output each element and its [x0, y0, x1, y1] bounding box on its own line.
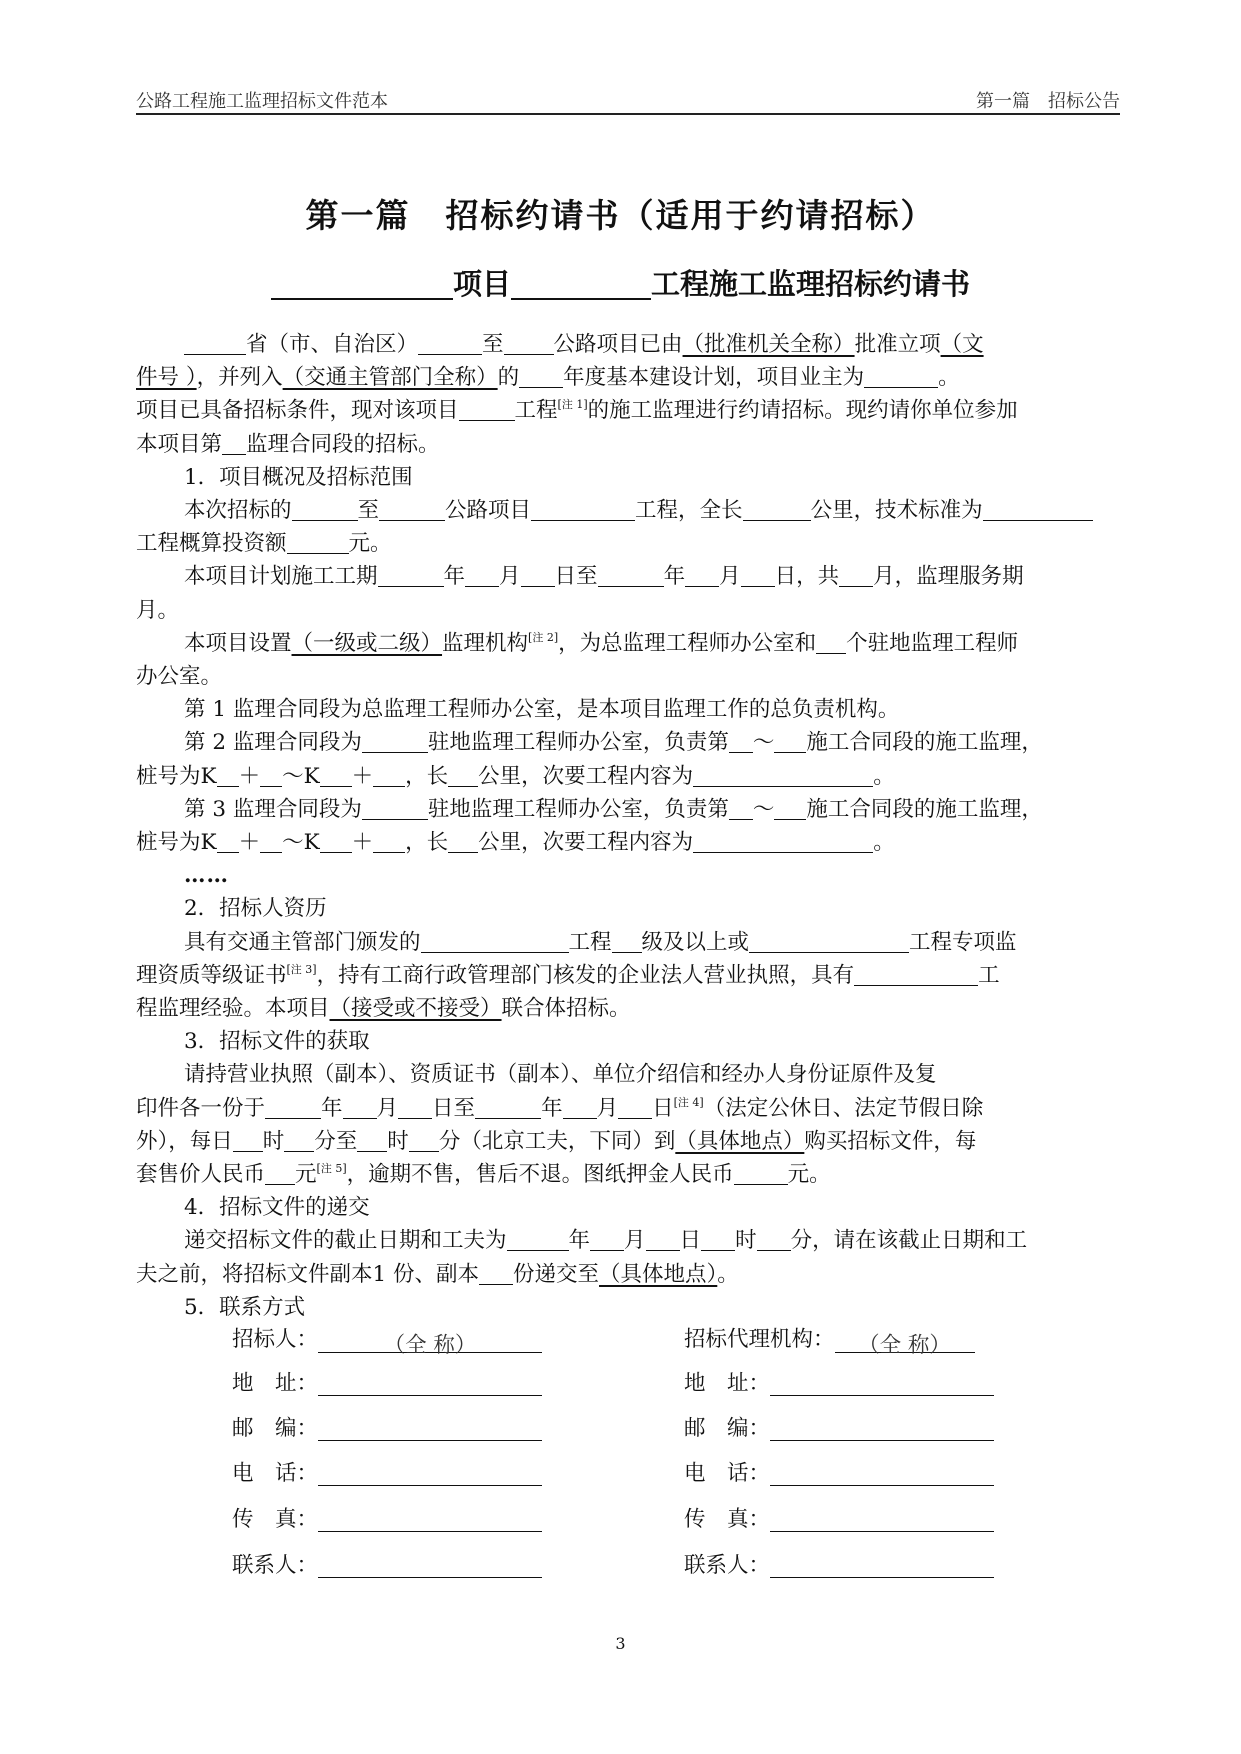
blank-line: [774, 730, 806, 753]
text: 日至: [432, 1095, 476, 1121]
paragraph-line: [136, 726, 1136, 759]
blank-line: [184, 332, 246, 355]
text: ，长: [405, 830, 449, 856]
contact-row: [232, 1456, 1032, 1486]
paragraph-intro: [136, 328, 1136, 361]
text: 工程，全长: [635, 498, 743, 524]
contact-label: 传 真：: [684, 1507, 771, 1532]
page-title: 第一篇 招标约请书（适用于约请招标）: [305, 196, 936, 235]
blank-line: [357, 1129, 387, 1152]
text: 至: [482, 332, 504, 357]
text: 年: [443, 564, 466, 590]
text: ＋: [238, 763, 261, 789]
filled-field: （交通主管部门全称）: [282, 365, 498, 391]
paragraph-line: [136, 992, 1136, 1025]
contact-label: 邮 编：: [232, 1416, 319, 1441]
blank-line: [519, 365, 563, 388]
text: 程监理经验。本项目: [136, 996, 330, 1022]
blank-line: [398, 1096, 432, 1119]
text: 公里，技术标准为: [810, 498, 983, 524]
text: 公路项目已由: [553, 332, 683, 357]
text: （法定公休日、法定节假日除: [703, 1095, 984, 1121]
blank-line: [693, 764, 873, 787]
text: 的: [497, 365, 520, 391]
contact-row: [232, 1366, 1032, 1396]
section-heading: 2．招标人资历: [184, 896, 327, 922]
text: 监理机构: [442, 630, 529, 656]
contact-value: [770, 1416, 994, 1441]
header-section-title: 第一篇 招标公告: [976, 91, 1120, 112]
text: 工程专项监: [909, 929, 1017, 955]
contact-right: [684, 1456, 994, 1487]
text: 年: [321, 1095, 343, 1121]
footnote-marker: [注 3]: [286, 962, 317, 976]
blank-line: [448, 830, 478, 853]
contact-value: （全 称）: [318, 1328, 542, 1353]
text: 日: [652, 1095, 674, 1121]
paragraph-line: 第 1 监理合同段为总监理工程师办公室，是本项目监理工作的总负责机构。: [184, 697, 900, 723]
subtitle-part1: 项目: [452, 267, 511, 301]
filled-field: 件号 ）: [136, 365, 197, 391]
paragraph-line: [136, 959, 1136, 992]
text: 公里，次要工程内容为: [478, 830, 694, 856]
text: 至: [357, 498, 380, 524]
text: ～: [752, 796, 775, 822]
filled-field: （具体地点）: [675, 1128, 805, 1154]
contact-left: [232, 1502, 542, 1533]
text: 分至: [314, 1128, 358, 1154]
blank-line: [598, 564, 664, 587]
contact-value: [318, 1553, 542, 1578]
blank-line: [743, 498, 811, 521]
contact-left: [232, 1548, 542, 1579]
contact-row: [232, 1502, 1032, 1532]
blank-line: [465, 564, 499, 587]
ellipsis: ……: [184, 863, 229, 889]
footnote-marker: [注 1]: [557, 398, 588, 412]
section-heading: 3．招标文件的获取: [184, 1029, 370, 1055]
text: 本项目第: [136, 431, 223, 457]
text: ～K: [282, 763, 320, 789]
text: 工: [978, 962, 1000, 988]
text: 具有交通主管部门颁发的: [184, 929, 421, 955]
text: 监理合同段的招标。: [246, 431, 440, 457]
paragraph-line: [136, 494, 1136, 527]
paragraph-line: [136, 1158, 1136, 1191]
text: 印件各一份于: [136, 1095, 266, 1121]
text: 月: [719, 564, 741, 590]
subtitle-part2: 工程施工监理招标约请书: [651, 267, 971, 301]
text: ，长: [405, 763, 449, 789]
text: 分（北京工夫，下同）到: [438, 1128, 676, 1154]
text: 日: [679, 1228, 702, 1254]
text: ＋: [351, 763, 374, 789]
blank-line: [757, 1228, 791, 1251]
blank-line: [320, 764, 352, 787]
section-heading: 1．项目概况及招标范围: [184, 464, 413, 490]
text: 本项目计划施工工期: [184, 564, 378, 590]
text: 月。: [136, 597, 180, 623]
paragraph-line: [136, 428, 1136, 461]
text: 。: [938, 365, 960, 391]
blank-line: [612, 930, 642, 953]
contact-value: [770, 1371, 994, 1396]
blank-line: [693, 830, 873, 853]
blank-line: [284, 1129, 314, 1152]
blank-line: [531, 498, 635, 521]
text: 时: [262, 1128, 285, 1154]
blank-line: [729, 797, 753, 820]
blank-line: [233, 1129, 263, 1152]
contact-right: [684, 1322, 975, 1358]
contact-label: 地 址：: [684, 1371, 771, 1396]
filled-field: （文: [940, 332, 984, 357]
blank-line: [260, 764, 282, 787]
blank-line: [378, 564, 444, 587]
contact-row: [232, 1411, 1032, 1441]
text: 个驻地监理工程师: [846, 630, 1019, 656]
text: 外），每日: [136, 1128, 233, 1154]
blank-line: [618, 1096, 652, 1119]
contact-value: [770, 1461, 994, 1486]
text: 理资质等级证书: [136, 962, 287, 988]
paragraph-line: [136, 560, 1136, 593]
contact-label: 招标人：: [232, 1327, 319, 1352]
blank-line: [265, 1162, 295, 1185]
text: ，并列入: [196, 365, 283, 391]
text: ，持有工商行政管理部门核发的企业法人营业执照，具有: [316, 962, 855, 988]
blank-line: [379, 498, 445, 521]
paragraph-line: [136, 793, 1136, 826]
text: 桩号为K: [136, 830, 217, 856]
blank-line: [701, 1228, 735, 1251]
text: 施工合同段的施工监理，: [806, 796, 1043, 822]
blank-line: [421, 930, 569, 953]
document-body: [136, 328, 1136, 1324]
text: 月，监理服务期: [873, 564, 1024, 590]
blank-line: [448, 764, 478, 787]
contact-value: [318, 1416, 542, 1441]
blank-line: [459, 398, 515, 421]
text: 第 2 监理合同段为: [184, 730, 362, 756]
text: 时: [387, 1128, 409, 1154]
filled-field: （具体地点）: [599, 1261, 718, 1287]
contact-row: [232, 1322, 1032, 1358]
text: 工程概算投资额: [136, 531, 287, 557]
blank-line: [217, 764, 239, 787]
text: ～: [752, 730, 775, 756]
contact-left: [232, 1456, 542, 1487]
page-subtitle: [0, 262, 1241, 303]
contact-label: 邮 编：: [684, 1416, 771, 1441]
blank-line: [816, 631, 846, 654]
blank-line: [511, 268, 651, 300]
blank-line: [292, 498, 358, 521]
blank-line: [265, 1096, 321, 1119]
text: 驻地监理工程师办公室，负责第: [427, 730, 729, 756]
text: 递交招标文件的截止日期和工夫为: [184, 1228, 507, 1254]
text: 年: [568, 1228, 591, 1254]
footnote-marker: [注 5]: [316, 1162, 347, 1176]
blank-line: [343, 1096, 377, 1119]
text: 级及以上或: [641, 929, 750, 955]
text: 本项目设置: [184, 630, 292, 656]
text: 日，共: [774, 564, 840, 590]
paragraph-line: 请持营业执照（副本）、资质证书（副本）、单位介绍信和经办人身份证原件及复: [184, 1062, 937, 1088]
filled-field: （接受或不接受）: [329, 996, 502, 1022]
paragraph-line: [136, 1092, 1136, 1125]
contact-value: （全 称）: [835, 1328, 975, 1353]
blank-line: [271, 268, 453, 300]
text: 第 3 监理合同段为: [184, 796, 362, 822]
page-header: [136, 85, 1120, 115]
text: 桩号为K: [136, 763, 217, 789]
blank-line: [475, 1096, 541, 1119]
blank-line: [504, 332, 554, 355]
blank-line: [685, 564, 719, 587]
text: 办公室。: [136, 664, 223, 690]
text: 的施工监理进行约请招标。现约请你单位参加: [587, 398, 1018, 424]
blank-line: [741, 564, 775, 587]
blank-line: [373, 830, 405, 853]
paragraph-line: [136, 527, 1136, 560]
text: 批准立项: [854, 332, 941, 357]
paragraph-line: [136, 394, 1136, 427]
paragraph-line: [136, 926, 1136, 959]
blank-line: [646, 1228, 680, 1251]
text: 施工合同段的施工监理，: [806, 730, 1043, 756]
paragraph-line: [136, 760, 1136, 793]
text: 元。: [787, 1162, 831, 1188]
paragraph-line: [136, 660, 1136, 693]
paragraph-line: [136, 1125, 1136, 1158]
contact-label: 联系人：: [232, 1553, 319, 1578]
text: ，为总监理工程师办公室和: [558, 630, 817, 656]
text: 分，请在该截止日期和工: [790, 1228, 1028, 1254]
contact-right: [684, 1411, 994, 1442]
text: 公里，次要工程内容为: [478, 763, 694, 789]
contact-left: [232, 1322, 542, 1358]
text: 元。: [348, 531, 392, 557]
section-heading: 5．联系方式: [184, 1294, 306, 1320]
blank-line: [287, 531, 349, 554]
paragraph-line: [136, 826, 1136, 859]
text: 年度基本建设计划，项目业主为: [563, 365, 865, 391]
blank-line: [260, 830, 282, 853]
section-heading: 4．招标文件的递交: [184, 1195, 370, 1221]
contact-label: 电 话：: [684, 1461, 771, 1486]
blank-line: [839, 564, 873, 587]
text: ＋: [238, 830, 261, 856]
text: 月: [499, 564, 521, 590]
blank-line: [362, 797, 428, 820]
blank-line: [734, 1162, 788, 1185]
contact-right: [684, 1548, 994, 1579]
text: 时: [735, 1228, 757, 1254]
blank-line: [373, 764, 405, 787]
text: 。: [717, 1261, 739, 1287]
paragraph-line: [136, 627, 1136, 660]
filled-field: （一级或二级）: [291, 630, 443, 656]
contact-value: [318, 1461, 542, 1486]
contact-label: 联系人：: [684, 1553, 771, 1578]
blank-line: [983, 498, 1093, 521]
contact-left: [232, 1366, 542, 1397]
text: 月: [624, 1228, 646, 1254]
text: 项目已具备招标条件，现对该项目: [136, 398, 459, 424]
blank-line: [418, 332, 482, 355]
blank-line: [362, 730, 428, 753]
blank-line: [222, 432, 246, 455]
footnote-marker: [注 2]: [528, 630, 559, 644]
text: ＋: [351, 830, 374, 856]
contact-row: [232, 1548, 1032, 1578]
blank-line: [854, 963, 978, 986]
text: 工程: [568, 929, 612, 955]
page-number: 3: [615, 1634, 626, 1653]
header-doc-title: 公路工程施工监理招标文件范本: [136, 91, 388, 112]
blank-line: [563, 1096, 597, 1119]
paragraph-line: [136, 361, 1136, 394]
text: 联合体招标。: [501, 996, 631, 1022]
text: 月: [596, 1095, 619, 1121]
text: 工程: [514, 398, 558, 424]
contact-label: 电 话：: [232, 1461, 319, 1486]
paragraph-line: [136, 1224, 1136, 1257]
blank-line: [217, 830, 239, 853]
blank-line: [590, 1228, 624, 1251]
contact-value: [318, 1371, 542, 1396]
text: 份递交至: [513, 1261, 600, 1287]
filled-field: （批准机关全称）: [682, 332, 855, 357]
text: ～K: [282, 830, 320, 856]
blank-line: [479, 1262, 513, 1285]
blank-line: [521, 564, 555, 587]
contact-label: 招标代理机构：: [684, 1327, 835, 1352]
blank-line: [729, 730, 753, 753]
text: 元: [295, 1162, 317, 1188]
text: 。: [873, 763, 895, 789]
contact-value: [770, 1553, 994, 1578]
blank-line: [507, 1228, 569, 1251]
contact-left: [232, 1411, 542, 1442]
text: 购买招标文件，每: [804, 1128, 977, 1154]
contact-value: [770, 1507, 994, 1532]
text: 年: [541, 1095, 563, 1121]
text: ，逾期不售，售后不退。图纸押金人民币: [346, 1162, 734, 1188]
text: 。: [873, 830, 895, 856]
text: 本次招标的: [184, 498, 292, 524]
text: 夫之前，将招标文件副本1 份、副本: [136, 1261, 480, 1287]
paragraph-line: [136, 1258, 1136, 1291]
text: 月: [376, 1095, 399, 1121]
blank-line: [409, 1129, 439, 1152]
contact-label: 传 真：: [232, 1507, 319, 1532]
text: 年: [663, 564, 686, 590]
text: 驻地监理工程师办公室，负责第: [427, 796, 729, 822]
contact-label: 地 址：: [232, 1371, 319, 1396]
text: 省（市、自治区）: [246, 332, 419, 357]
blank-line: [749, 930, 909, 953]
text: 日至: [554, 564, 598, 590]
blank-line: [864, 365, 938, 388]
contact-value: [318, 1507, 542, 1532]
text: 公路项目: [445, 498, 532, 524]
footnote-marker: [注 4]: [673, 1095, 704, 1109]
blank-line: [774, 797, 806, 820]
paragraph-line: [136, 594, 1136, 627]
text: 套售价人民币: [136, 1162, 266, 1188]
contact-right: [684, 1366, 994, 1397]
blank-line: [320, 830, 352, 853]
contact-right: [684, 1502, 994, 1533]
